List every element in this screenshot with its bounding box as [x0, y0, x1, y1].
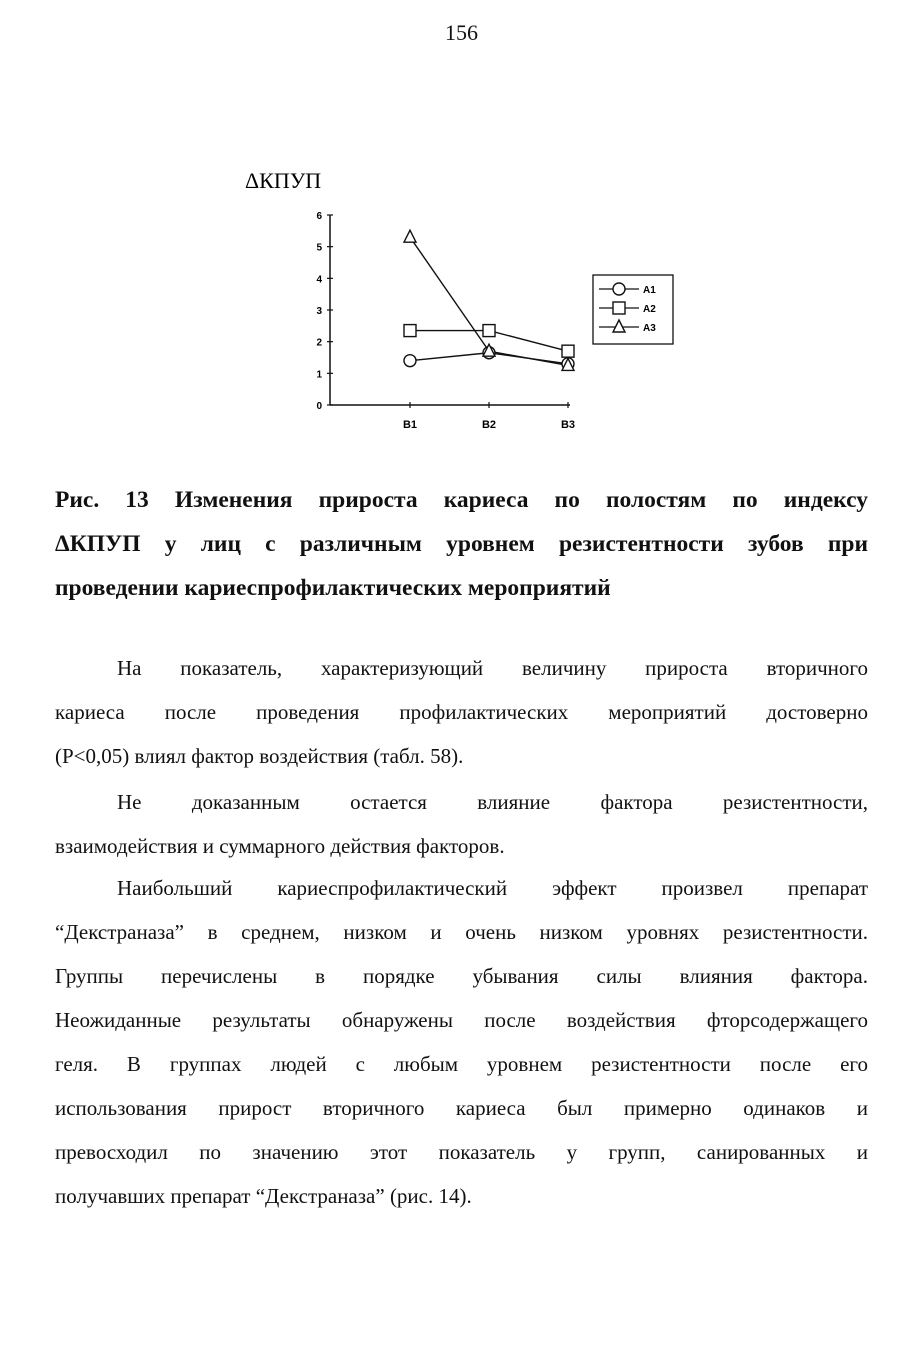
x-tick-label: B2 — [481, 419, 497, 431]
x-tick-label: B3 — [560, 419, 576, 431]
page-number: 156 — [445, 20, 478, 45]
y-tick-label: 0 — [316, 401, 322, 412]
paragraph-line: геля. В группах людей с любым уровнем резистентности после его — [55, 1052, 868, 1076]
legend-box — [593, 275, 673, 344]
chart-axes — [316, 211, 575, 431]
caption-line: ΔКПУП у лиц с различным уровнем резистентности зубов при — [55, 531, 868, 557]
caption-line: Рис. 13 Изменения прироста кариеса по полостям по индексу — [55, 487, 868, 513]
paragraph-line: взаимодействия и суммарного действия факторов. — [55, 834, 505, 858]
x-tick-label: B1 — [402, 419, 418, 431]
legend-label: A3 — [643, 323, 656, 334]
chart-legend — [593, 275, 673, 344]
data-point-a1 — [404, 355, 416, 367]
legend-marker — [613, 283, 625, 295]
paragraph-line: получавших препарат “Декстраназа” (рис. 14). — [55, 1184, 472, 1208]
data-point-a2 — [562, 345, 574, 357]
data-point-a2 — [404, 325, 416, 337]
data-point-a3 — [404, 230, 416, 242]
paragraph-2 — [55, 780, 868, 868]
paragraph-line: превосходил по значению этот показатель у групп, санированных и — [55, 1140, 868, 1164]
legend-label: A2 — [643, 304, 656, 315]
legend-label: A1 — [643, 285, 656, 296]
legend-marker — [613, 302, 625, 314]
y-axis-label: ΔКПУП — [245, 168, 322, 193]
paragraph-line: (P<0,05) влиял фактор воздействия (табл. 58). — [55, 744, 464, 768]
y-tick-label: 2 — [316, 337, 322, 349]
series-markers — [404, 230, 574, 370]
paragraph-line: На показатель, характеризующий величину прироста вторичного — [117, 656, 868, 680]
paragraph-line: “Декстраназа” в среднем, низком и очень низком уровнях резистентности. — [55, 920, 868, 944]
paragraph-3 — [55, 866, 868, 1218]
y-tick-label: 3 — [316, 306, 322, 317]
paragraph-line: Группы перечислены в порядке убывания силы влияния фактора. — [55, 964, 868, 988]
figure-caption — [55, 478, 868, 610]
paragraph-1 — [55, 646, 868, 778]
caption-line: проведении кариеспрофилактических мероприятий — [55, 575, 611, 601]
paragraph-line: использования прирост вторичного кариеса был примерно одинаков и — [55, 1096, 868, 1120]
y-tick-label: 5 — [316, 242, 322, 254]
paragraph-line: Неожиданные результаты обнаружены после воздействия фторсодержащего — [55, 1008, 868, 1032]
paragraph-line: Не доказанным остается влияние фактора резистентности, — [117, 790, 868, 814]
y-tick-label: 1 — [316, 369, 322, 381]
data-point-a2 — [483, 325, 495, 337]
paragraph-line: Наибольший кариеспрофилактический эффект произвел препарат — [117, 876, 868, 900]
paragraph-line: кариеса после проведения профилактических мероприятий достоверно — [55, 700, 868, 724]
y-tick-label: 6 — [316, 211, 322, 222]
y-tick-label: 4 — [316, 274, 322, 286]
line-chart — [235, 160, 695, 450]
